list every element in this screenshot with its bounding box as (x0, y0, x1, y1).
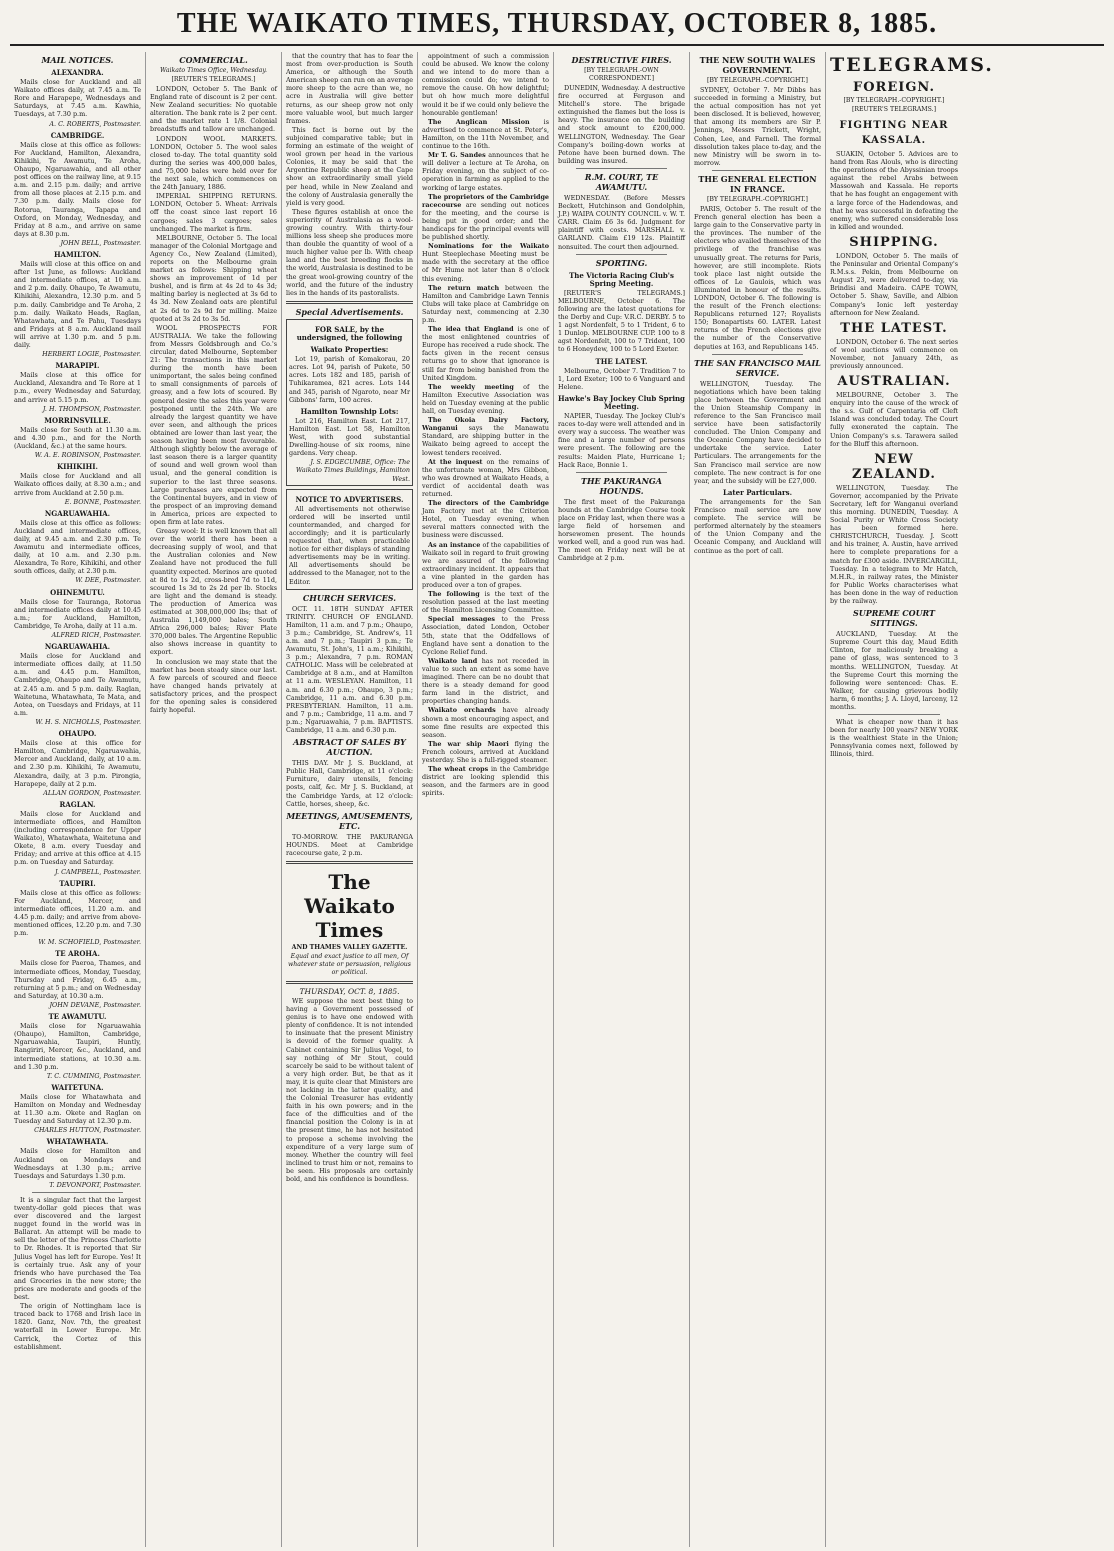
news-item-text: Jam Factory met at the Criterion Hotel, on Tuesday evening, when several matters connected with the business were discussed. (422, 507, 549, 540)
latest-text: LONDON, October 6. The next series of wool auctions will commence on November, not January 24th, as previously announced. (830, 337, 958, 370)
commercial-paragraph: IMPERIAL SHIPPING RETURNS. LONDON, October 5. Wheat: Arrivals off the coast since last report 16 cargoes; sales 3 cargoes; sales unchanged. The market is firm. (150, 192, 277, 233)
mail-section-signature: T. DEVONPORT, Postmaster. (49, 1180, 141, 1189)
paper-subtitle: AND THAMES VALLEY GAZETTE. (291, 943, 408, 951)
local-paragraphs (422, 52, 549, 117)
sale-subtitle: Waikato Properties: (310, 345, 389, 355)
mail-section-signature: JOHN DEVANE, Postmaster. (49, 1000, 141, 1009)
divider (32, 1192, 123, 1193)
local-paragraph: appointment of such a commission could be abused. We know the colony and we intend to do more than a commission could do; we intend to remove the cause. Oh how delightful; but oh how much more delightful would it be if we could only believe the honourable gentleman! (422, 52, 549, 117)
mail-section-signature: W. DEE, Postmaster. (75, 576, 141, 585)
mail-section-signature: T. C. CUMMING, Postmaster. (46, 1071, 141, 1080)
column-editorial (282, 52, 418, 1547)
column-fires-sport (554, 52, 690, 1547)
divider (286, 981, 413, 984)
sale-signature: J. S. EDGECUMBE, Office: The Waikato Times Buildings, Hamilton West. (295, 458, 410, 483)
church-heading: CHURCH SERVICES. (302, 592, 397, 603)
news-item (422, 590, 549, 614)
mail-section-title: ALEXANDRA. (51, 68, 104, 77)
mail-section-text: Mails close at this office as follows: Auckland and intermediate offices, daily, at 9.45 a.m. and 2.30 p.m. Te Awamutu and intermediate offices, daily, at 10 a.m. and 2.30 p.m. Alexandra, Te Rore, Kihikihi, and other south offices, daily, at 2.30 p.m. (14, 518, 141, 576)
sporting-latest-heading: THE LATEST. (595, 356, 648, 366)
hawkes-bay-text: NAPIER, Tuesday. The Jockey Club's races to-day were well attended and in every way a success. The weather was fine and a large number of persons were present. The following are the results: Maiden Plate, Hurricane 1; Hack Race, Bonnie 1. (558, 412, 685, 469)
news-item (422, 242, 549, 282)
divider (286, 301, 413, 304)
news-item (422, 499, 549, 539)
editorial-text: WE suppose the next best thing to having a Government possessed of genius is to have one endowed with plenty of confidence. It is not intended to insinuate that the present Ministry is devoid of the former quality. A Cabinet containing Sir Julius Vogel, to say nothing of Mr Stout, could scarcely be said to be without talent of a very high order. But, be that as it may, it is quite clear that Ministers are not lacking in the latter quality, and the Colonial Treasurer has evidently faith in his own powers; and in the face of the difficulties and of the financial position the Colony is in at the present time, he has not hesitated to propose a scheme involving the expenditure of a very large sum of money. Whether the country will feel inclined to trust him or not, remains to be seen. His proposals are certainly bold, and his confidence is boundless. (286, 996, 413, 1184)
notice-advertisement (286, 489, 413, 590)
news-item-head: At the inquest (428, 457, 483, 466)
mail-section-text: Mails close at this office as follows: For Auckland, Mercer, and intermediate offices, 11.20 a.m. and 4.45 p.m. daily; and arrive from above-mentioned offices, 12.20 p.m. and 7.30 p.m. (14, 888, 141, 938)
sale-advertisement (286, 319, 413, 486)
mail-section-text: Mails close for Auckland and intermediate offices, and Hamilton (including correspondence for Upper Waikato), Whatawhata, Waitetuna and Okete, 8 a.m. every Tuesday and Friday; and arrive at this office at 4.15 p.m. on Tuesday and Saturday. (14, 809, 141, 867)
sale-title: FOR SALE, by the undersigned, the following (296, 324, 403, 342)
mail-section-title: TAUPIRI. (59, 878, 96, 888)
mail-section-text: Mails close for Whatawhata and Hamilton on Monday and Wednesday at 11.30 a.m. Okete and Raglan on Tuesday and Saturday at 12.30 p.m. (14, 1092, 141, 1126)
news-item-head: The following (428, 590, 480, 599)
mail-section-text: Mails close for Tauranga, Rotorua and intermediate offices daily at 10.45 a.m.; for Auckland, Hamilton, Cambridge, Te Aroha, daily at 11 a.m. (14, 597, 141, 630)
news-item-text: in the Cambridge district are looking splendid this season, and the farmers are in good spirits. (422, 765, 549, 798)
mail-section-title: TE AROHA. (55, 949, 100, 959)
column-nsw-france (690, 52, 826, 1547)
news-item-head: The Okoia Dairy Factory, Wanganui (422, 416, 549, 433)
news-item-text: are sending out notices for the meeting, and the course is being put in good order; and the handicaps for the principal events will be published shortly. (422, 200, 549, 242)
mail-section-text: Mails close for Auckland and intermediate offices daily, at 11.50 a.m. and 4.45 p.m. Hamilton, Cambridge, Ohaupo and Te Awamutu, at 2.45 a.m. and 5 p.m. daily. Raglan, Waitetuna, Whatawhata, Te Mata, and Aotea, on Tuesdays and Fridays, at 11 a.m. (14, 652, 141, 717)
news-item (422, 657, 549, 706)
news-item-head: The war ship Maori (428, 739, 509, 748)
mail-section-signature: HERBERT LOGIE, Postmaster. (42, 350, 141, 359)
commercial-heading: COMMERCIAL. (179, 55, 248, 65)
mail-section-signature: A. C. ROBERTS, Postmaster. (49, 119, 141, 128)
masthead-title: THE WAIKATO TIMES, THURSDAY, OCTOBER 8, 1885. (176, 8, 938, 39)
france-text: PARIS, October 5. The result of the French general election has been a large gain to the Conservative party in the provinces. The number of the electors who availed themselves of the privilege of the franchise was unusually great. The returns for Paris, however, are still incomplete. Riots took place last night outside the offices of Le Gaulois, which was illuminated in honour of the results. LONDON, October 6. The following is the result of the French elections: Republicans returned 127; Royalists 150; Bonapartists 60. LATER. Latest returns of the French elections give the number of the Conservative deputies at 163, and Republicans 145. (694, 204, 821, 351)
news-item (422, 118, 549, 150)
pakuranga-heading: THE PAKURANGA HOUNDS. (581, 475, 662, 496)
latest-heading: THE LATEST. (840, 320, 948, 336)
wool-paragraph: This fact is borne out by the subjoined comparative table; but in forming an estimate of the weight of wool grown per head in the various Colonies, it may be said that the Argentine Republic sheep at the Cape show an extraordinarily small yield per head, while in New Zealand and the colony of Australasia generally the yield is very good. (286, 125, 413, 207)
news-item (422, 284, 549, 324)
news-item-head: The return match (428, 283, 500, 292)
wool-paragraphs (286, 52, 413, 297)
mail-section-title: HAMILTON. (53, 249, 102, 259)
commercial-paragraph: Greasy wool: It is well known that all over the world there has been a decreasing supply of wool, and that the Australian colonies and New Zealand have not produced the full quantity expected. Merinos are quoted at 8d to 1s 2d, cross-bred 7d to 11d, scoured 1s 3d to 2s 2d per lb. Stocks are light and the demand is steady. The production of America was estimated at 308,000,000 lbs; that of Australia 1,149,000 bales; South Africa 296,000 bales; River Plate 370,000 bales. The Argentine Republic also shows increase in quantity to export. (150, 527, 277, 657)
supreme-court-text: AUCKLAND, Tuesday. At the Supreme Court this day, Maud Edith Clinton, for maliciously breaking a pane of glass, was sentenced to 3 months. WELLINGTON, Tuesday. At the Supreme Court this morning the following were sentenced: Chas. E. Walker, for causing grievous bodily harm, 6 months; J. A. Lloyd, larceny, 12 months. (830, 630, 958, 711)
later-text: The arrangements for the San Francisco mail service are now complete. The service will be performed alternately by the steamers of the Union Company and the Oceanic Company, and Auckland will continue as the port of call. (694, 497, 821, 555)
shipping-heading: SHIPPING. (849, 234, 939, 250)
news-item-head: Mr T. G. Sandes (428, 151, 486, 160)
mail-section-signature: ALLAN GORDON, Postmaster. (43, 788, 141, 797)
commercial-paragraph: WOOL PROSPECTS FOR AUSTRALIA. We take the following from Messrs Goldsbrough and Co.'s circular, dated Melbourne, September 21: The transactions in this market during the month have been unimportant, the sales being confined to small consignments of parcels of greasy, and a few lots of scoured. By general desire the sales this year were postponed until the 24th. We are already the largest quantity we have ever seen, and although the prices obtained are lower than last year, the season having been most favourable. Although slightly below the average of last season there is a larger quantity of sound and well grown wool than usual, and the general condition is superior to the last three seasons. Large purchases are expected from the Continental buyers, and in view of the prospect of an improving demand in America, prices are expected to open firm at late rates. (150, 323, 277, 526)
divider (576, 168, 667, 169)
news-item (422, 615, 549, 655)
meetings-heading: MEETINGS, AMUSEMENTS, ETC. (286, 810, 413, 831)
news-item-head: The directors of the Cambridge (428, 499, 549, 508)
news-item-head: As an instance (428, 540, 481, 549)
sporting-latest-text: Melbourne, October 7. Tradition 7 to 1, Lord Exeter; 100 to 6 Vanguard and Helene. (558, 366, 685, 391)
mail-section-title: RAGLAN. (59, 799, 96, 809)
sale-text: Lot 19, parish of Komakorau, 20 acres. Lot 94, parish of Pukete, 50 acres. Lots 182 and 185, parish of Tuhikaramea, 821 acres. Lots 144 and 345, parish of Ngaroto, near Mr Gibbons' farm, 100 acres. (289, 355, 410, 404)
church-text: OCT. 11. 18TH SUNDAY AFTER TRINITY. CHURCH OF ENGLAND. Hamilton, 11 a.m. and 7 p.m.; Ohaupo, 3 p.m.; Cambridge, St. Andrew's, 11 a.m. and 7 p.m.; Taupiri 3 p.m.; Te Awamutu, St. John's, 11 a.m.; Kihikihi, 3 p.m.; Alexandra, 7 p.m. ROMAN CATHOLIC. Mass will be celebrated at Cambridge at 8 a.m., and at Hamilton at 11 a.m. WESLEYAN. Hamilton, 11 a.m. and 6.30 p.m.; Ohaupo, 3 p.m.; Cambridge, 11 a.m. and 6.30 p.m. PRESBYTERIAN. Hamilton, 11 a.m. and 7 p.m.; Cambridge, 11 a.m. and 7 p.m.; Ngaruawahia, 7 p.m. BAPTISTS. Cambridge, 11 a.m. and 6.30 p.m. (286, 604, 413, 735)
misc-paragraph-2: The origin of Nottingham lace is traced back to 1768 and Irish lace in 1820. Ganz, Nov. 7th, the greatest waterfall in Lower Europe. Mr. Carrick, the Cortez of this establishment. (14, 1302, 141, 1351)
columns (10, 52, 1104, 1547)
news-item-head: Nominations for the Waikato (428, 242, 549, 251)
mail-section-title: OHINEMUTU. (50, 587, 105, 597)
news-item-text: is the text of the resolution passed at the last meeting of the Hamilton Licensing Committee. (422, 590, 549, 615)
france-sub: [BY TELEGRAPH.-COPYRIGHT.] (707, 195, 808, 203)
france-heading: THE GENERAL ELECTION IN FRANCE. (698, 173, 817, 194)
column-commercial (146, 52, 282, 1547)
news-item-head: Waikato orchards (428, 706, 496, 715)
australian-heading: AUSTRALIAN. (837, 374, 951, 390)
news-item (422, 706, 549, 738)
mail-section-signature: W. H. S. NICHOLLS, Postmaster. (35, 717, 141, 726)
paper-motto: Equal and exact justice to all men, Of whatever state or persuasion, religious or political. (288, 952, 411, 976)
mail-section-signature: W. M. SCHOFIELD, Postmaster. (38, 938, 141, 947)
news-item-head: Special messages (428, 615, 495, 624)
fires-text: DUNEDIN, Wednesday. A destructive fire occurred at Ferguson and Mitchell's store. The brigade extinguished the flames but the loss is heavy. The insurance on the building and stock amount to £200,000. WELLINGTON, Wednesday. The Gear Company's boiling-down works at Petone have been burned down. The building was insured. (558, 84, 685, 165)
news-item-text: have already shown a most encouraging aspect, and some fine results are expected this season. (422, 706, 549, 739)
fighting-heading: FIGHTING NEAR KASSALA. (839, 120, 949, 146)
mail-section-title: WHATAWHATA. (46, 1137, 109, 1147)
court-heading: R.M. COURT, TE AWAMUTU. (584, 171, 659, 192)
san-francisco-text: WELLINGTON, Tuesday. The negotiations which have been taking place between the Government and the Union Steamship Company in reference to the San Francisco mail service have been satisfactorily concluded. The Union Company and the Oceanic Company have decided to undertake the service. Later Particulars. The arrangements for the San Francisco mail service are now complete. The new contract is for one year, and the subsidy will be £27,000. (694, 379, 821, 485)
news-item-text: is advertised to commence at St. Peter's, Hamilton, on the 11th November, and continue to the 16th. (422, 117, 549, 151)
mail-section-title: MARAPIPI. (55, 361, 100, 371)
news-item-head: The idea that England (428, 325, 514, 334)
news-item-head: Waikato land (428, 656, 478, 665)
news-item (422, 541, 549, 590)
mail-section-signature: E. BONNE, Postmaster. (64, 497, 141, 506)
mail-section-signature: J. CAMPBELL, Postmaster. (54, 867, 141, 876)
new-zealand-heading: NEW ZEALAND. (852, 451, 936, 482)
news-item-text: announces that he will deliver a lecture at Te Aroha, on Friday evening, on the subject of co-operation in farming as applied to the working of large estates. (422, 151, 549, 192)
later-heading: Later Particulars. (722, 487, 793, 497)
mail-section-title: NGARUAWAHIA. (44, 642, 111, 652)
telegrams-heading: TELEGRAMS. (830, 54, 994, 76)
sporting-heading: SPORTING. (595, 257, 648, 268)
nsw-heading: THE NEW SOUTH WALES GOVERNMENT. (699, 55, 816, 75)
news-item-text: to the Press Association, dated London, October 5th, state that the Oddfellows of England have sent a donation to the Cyclone Relief fund. (422, 615, 549, 656)
fighting-text: SUAKIN, October 5. Advices are to hand from Ras Alouls, who is directing the operations of the Abyssinian troops against the rebel Arabs between Massowah and Kassala. He reports that he has fought an engagement with a large force of the Hadendowas, and that he was successful in defeating the enemy, who suffered considerable loss in killed and wounded. (830, 150, 958, 231)
mail-section-text: Mails close for Auckland and all Waikato offices daily, at 8.30 a.m.; and arrive from Auckland at 2.50 p.m. (14, 472, 141, 497)
news-item-head: The wheat crops (428, 765, 489, 774)
commercial-paragraph: LONDON WOOL MARKETS. LONDON, October 5. The wool sales closed to-day. The total quantity sold during the series was 400,000 bales, and 75,000 bales were held over for the next sale, which commences on the 24th January, 1886. (150, 134, 277, 192)
news-item-text: has not receded in value to such an extent as some have imagined. There can be no doubt that there is a steady demand for good farm land in the district, and properties changing hands. (422, 656, 549, 706)
mail-section-text: Mails will close at this office on and after 1st June, as follows: Auckland and intermediate offices, at 10 a.m. and 2 p.m. daily. Ohaupo, Te Awamutu, Kihikihi, Alexandra, 12.30 p.m. and 5 p.m. daily. Cambridge and Te Aroha, 2 p.m. daily. Waikato Heads, Raglan, Whatawhata, and Te Pahu, Tuesdays and Fridays at 8 a.m. Auckland mail will arrive at 1.30 p.m. and 5 p.m. daily. (14, 260, 141, 349)
new-zealand-text: WELLINGTON, Tuesday. The Governor, accompanied by the Private Secretary, left for Wanganui overland this morning. DUNEDIN, Tuesday. A Social Purity or White Cross Society has been formed here. CHRISTCHURCH, Tuesday. J. Scott and his trainer, A. Austin, have arrived here to complete preparations for a match for £300 aside. INVERCARGILL, Tuesday. In a telegram to Mr Hatch, M.H.R., in railway rates, the Minister for Public Works characterises what has been done in the way of reduction by the railway. (830, 483, 958, 606)
mail-section-text: Mails close for Auckland and all Waikato offices daily, at 7.45 a.m. Te Rore and Harapepe, Wednesdays and Saturdays, at 7.45 a.m. Kawhia, Tuesdays, at 7.30 p.m. (14, 78, 141, 119)
commercial-sub: [REUTER'S TELEGRAMS.] (171, 76, 256, 83)
misc-paragraph: It is a singular fact that the largest twenty-dollar gold pieces that was ever discovered and the largest nugget found in the world was in Ballarat. An attempt will be made to sell the letter of the Princess Charlotte to Dr. Rhodes. It is reported that Sir Julius Vogel has left for Europe. Yes! It is certainly true. Ask any of your friends who have purchased the Tea and Groceries in the new store; the prices are moderate and goods of the best. (14, 1195, 141, 1302)
news-item (422, 740, 549, 764)
column-local-news (418, 52, 554, 1547)
wool-paragraph: These figures establish at once the superiority of Australasia as a wool-growing country. With thirty-four millions less sheep she produces more than double the quantity of wool of a much higher value per lb. With cheap land and the best breeding flocks in the world, Australasia is destined to be the great wool-growing country of the world, and the future of the industry lies in the hands of its pastoralists. (286, 207, 413, 297)
australian-text: MELBOURNE, October 3. The enquiry into the cause of the wreck of the s.s. Gulf of Carpentaria off Cleft Island was concluded today. The Court fully exonerated the captain. The Union Company's s.s. Tarawera sailed for the Bluff this afternoon. (830, 391, 958, 448)
mail-section-signature: JOHN BELL, Postmaster. (60, 238, 141, 247)
mail-section-text: Mails close at this office for Auckland, Alexandra and Te Rore at 1 p.m., every Wednesday and Saturday, and arrive at 5.15 p.m. (14, 371, 141, 404)
court-text: WEDNESDAY. (Before Messrs Beckett, Hutchinson and Gondolphin, J.P.) WAIPA COUNTY COUNCIL v. W. T. CARR. Claim £6 3s 6d. Judgment for plaintiff with costs. MARSHALL v. GARLAND. Claim £19 12s. Plaintiff nonsuited. The court then adjourned. (558, 193, 685, 251)
news-item-head: The Anglican Mission (428, 117, 530, 126)
hawkes-bay-title: Hawke's Bay Jockey Club Spring Meeting. (558, 393, 685, 411)
masthead (10, 8, 1104, 46)
news-item (422, 765, 549, 797)
nsw-text: SYDNEY, October 7. Mr Dibbs has succeeded in forming a Ministry, but the actual composition has not yet been disclosed. It is believed, however, that among its members are Sir P. Jennings, Messrs Trickett, Wright, Cohen, Lee, and Farnell. The formal dissolution takes place to-day, and the new Ministry will be sworn in to-morrow. (694, 86, 821, 167)
news-item-text: on the remains of the unfortunate woman, Mrs Gibbon, who was drowned at Waikato Heads, a verdict of accidental death was returned. (422, 457, 549, 498)
mail-section-title: KIHIKIHI. (57, 462, 98, 472)
mail-sections (14, 69, 141, 1189)
news-item (422, 151, 549, 191)
mail-section-text: Mails close for Hamilton and Auckland on Mondays and Wednesdays at 1.30 p.m.; arrive Tuesdays and Saturdays 1.30 p.m. (14, 1147, 141, 1180)
commercial-paragraphs (150, 85, 277, 714)
paper-title: The Waikato Times (304, 869, 395, 942)
supreme-court-heading: SUPREME COURT SITTINGS. (852, 608, 936, 629)
nsw-sub: [BY TELEGRAPH.-COPYRIGHT.] (707, 77, 808, 84)
mail-section-text: Mails close at this office for Hamilton, Cambridge, Ngaruawahia, Mercer and Auckland, daily, at 10 a.m. and 2.30 p.m. Kihikihi, Te Awamutu, Alexandra, daily, at 3 p.m. Pirongia, Harapepe, daily at 2 p.m. (14, 739, 141, 788)
notice-text: All advertisements not otherwise ordered will be inserted until countermanded, and charged for accordingly; and it is particularly requested that, when practicable notice for either displays of standing advertisements may be in writing. All advertisements should be addressed to the Manager, not to the Editor. (289, 504, 410, 586)
divider (286, 861, 413, 864)
divider (576, 472, 667, 473)
mail-section-title: OHAUPO. (58, 729, 97, 739)
sporting-text: [REUTER'S TELEGRAMS.] MELBOURNE, October 6. The following are the latest quotations for the Derby and Cup: V.R.C. DERBY. 5 to 1 agst Nordenfelt, 5 to 1 Trident, 6 to 1 Dunlop. MELBOURNE CUP. 100 to 8 agst Nordenfelt, 100 to 7 Trident, 100 to 6 Honeydew, 100 to 5 Lord Exeter. (558, 288, 685, 354)
notice-title: NOTICE TO ADVERTISERS. (295, 494, 404, 504)
foreign-sub-2: [REUTER'S TELEGRAMS.] (851, 106, 937, 113)
pakuranga-text: The first meet of the Pakuranga hounds at the Cambridge Course took place on Friday last, when there was a large field of horsemen and horsewomen present. The hounds worked well, and a good run was had. The meet on Friday next will be at Cambridge at 2 p.m. (558, 497, 685, 563)
hamilton-text: Lot 216, Hamilton East. Lot 217, Hamilton East. Lot 58, Hamilton West, with good substantial Dwelling-house of six rooms, nine gardens. Very cheap. (289, 416, 410, 458)
closing-text: What is cheaper now than it has been for nearly 100 years? NEW YORK is the wealthiest State in the Union; Pennsylvania comes next, followed by Illinois, third. (830, 718, 958, 759)
mail-section-title: NGARUAWAHIA. (44, 508, 111, 518)
commercial-paragraph: MELBOURNE, October 5. The local manager of the Colonial Mortgage and Agency Co., New Zealand (Limited), reports on the Melbourne grain market as follows: Shipping wheat shows an improvement of 1d per bushel, and is firm at 4s 2d to 4s 3d; malting barley is neglected at 3s 6d to 4s 3d. New Zealand oats are plentiful at 2s 6d to 2s 9d for milling. Maize quoted at 3s 2d to 3s 5d. (150, 233, 277, 323)
news-item (422, 193, 549, 242)
mail-section-title: CAMBRIDGE. (50, 130, 105, 140)
divider (576, 254, 667, 255)
mail-section-signature: CHARLES HUTTON, Postmaster. (34, 1126, 141, 1135)
news-item-text: flying the French colours, arrived at Auckland yesterday. She is a full-rigged steamer. (422, 739, 549, 764)
news-item (422, 458, 549, 498)
mail-notices-heading: MAIL NOTICES. (41, 55, 114, 65)
news-item (422, 325, 549, 382)
special-ads-heading: Special Advertisements. (295, 306, 404, 317)
shipping-text: LONDON, October 5. The mails of the Peninsular and Oriental Company's R.M.s.s. Pekin, from Melbourne on August 23, were delivered to-day, via Brindisi and Madeira. CAPE TOWN, October 5. Shaw, Saville, and Albion Company's Ionic left yesterday afternoon for New Zealand. (830, 251, 958, 317)
sporting-title: The Victoria Racing Club's Spring Meeting. (569, 270, 674, 288)
fires-sub: [BY TELEGRAPH.-OWN CORRESPONDENT.] (584, 67, 659, 82)
mail-section-signature: ALFRED RICH, Postmaster. (51, 631, 141, 639)
divider (848, 714, 940, 715)
foreign-heading: FOREIGN. (852, 80, 936, 95)
column-telegrams (826, 52, 994, 1547)
news-item-text: between the Hamilton and Cambridge Lawn Tennis Clubs will take place at Cambridge on Saturday next, commencing at 2.30 p.m. (422, 283, 549, 324)
mail-section-title: TE AWAMUTU. (48, 1012, 107, 1022)
commercial-paragraph: In conclusion we may state that the market has been steady since our last. A few parcels of scoured and fleece have changed hands privately at satisfactory prices, and the prospect for the opening sales is considered fairly hopeful. (150, 657, 277, 715)
mail-section-signature: W. A. E. ROBINSON, Postmaster. (34, 451, 141, 460)
mail-section-title: WAITETUNA. (51, 1082, 104, 1092)
commercial-dateline: Waikato Times Office, Wednesday. (160, 67, 267, 74)
news-item-text: of the capabilities of Waikato soil in regard to fruit growing we are assured of the following extraordinary incident. It appears that a vine planted in the garden has produced over a ton of grapes. (422, 540, 549, 589)
fires-heading: DESTRUCTIVE FIRES. (571, 55, 672, 65)
mail-section-text: Mails close at this office as follows: For Auckland, Hamilton, Alexandra, Kihikihi, Te Awamutu, Te Aroha, Ohaupo, Ngaruawahia, and all other post offices on the railway line, at 9.15 a.m. and 2.15 p.m. daily; and arrive from all those places at 2.15 p.m. and 7.30 p.m. daily. Mails close for Rotorua, Tauranga, Tapapa and Oxford, on Monday, Wednesday, and Friday at 8 a.m., and arrive on same days at 8.30 p.m. (14, 140, 141, 238)
mail-section-text: Mails close for Paeroa, Thames, and intermediate offices, Monday, Tuesday, Thursday and Friday, 6.45 a.m., returning at 5 p.m.; and on Wednesday and Saturday, at 10.30 a.m. (14, 959, 141, 1000)
hamilton-title: Hamilton Township Lots: (300, 406, 399, 416)
mail-section-text: Mails close for South at 11.30 a.m. and 4.30 p.m., and for the North (Auckland, &c.) at the same hours. (14, 425, 141, 451)
news-item (422, 416, 549, 456)
divider (712, 170, 803, 171)
news-item-text: is one of the most enlightened countries of Europe has received a rude shock. The facts given in the recent census returns go to show that ignorance is still far from being banished from the United Kingdom. (422, 325, 549, 382)
mail-section-title: MORRINSVILLE. (44, 415, 111, 425)
divider (712, 354, 803, 355)
auction-heading: ABSTRACT OF SALES BY AUCTION. (293, 737, 406, 758)
wool-paragraph: that the country that has to fear the most from over-production is South America, or although the South American sheep can run on an average more sheep to the acre than we, no acre in Australia will give better returns, as our sheep grow not only more valuable wool, but much larger frames. (286, 52, 413, 125)
news-item (422, 383, 549, 415)
mail-section-signature: J. H. THOMPSON, Postmaster. (42, 404, 141, 413)
column-mail-notices (10, 52, 146, 1547)
news-item-text: Hunt Steeplechase Meeting must be made with the secretary at the office of Mr Hume not later than 8 o'clock this evening. (422, 250, 549, 283)
news-item-text: of the Hamilton Executive Association was held on Tuesday evening at the public hall, on Tuesday evening. (422, 382, 549, 416)
commercial-paragraph: LONDON, October 5. The Bank of England rate of discount is 2 per cent. New Zealand securities: No quotable alteration. The bank rate is 2 per cent. and the market rate 1 1/8. Colonial breadstuffs and tallow are unchanged. (150, 85, 277, 134)
meetings-text: TO-MORROW. THE PAKURANGA HOUNDS. Meet at Cambridge racecourse gate, 2 p.m. (286, 832, 413, 857)
news-item-head: The weekly meeting (428, 382, 514, 391)
local-news-items (422, 118, 549, 798)
news-item-head: The proprietors of the Cambridge racecourse (422, 192, 549, 209)
foreign-sub: [BY TELEGRAPH.-COPYRIGHT.] (843, 97, 945, 104)
san-francisco-heading: THE SAN FRANCISCO MAIL SERVICE. (694, 357, 821, 378)
mail-section-text: Mails close for Ngaruawahia (Ohaupo), Hamilton, Cambridge, Ngaruawahia, Taupiri, Huntly, Rangiriri, Mercer, &c., Auckland, and intermediate stations, at 10.30 a.m. and 1.30 p.m. (14, 1022, 141, 1071)
news-item-text: says the Manawatu Standard, are shipping butter in the Waikato being agreed to accept the lowest tenders received. (422, 424, 549, 457)
auction-text: THIS DAY. Mr J. S. Buckland, at Public Hall, Cambridge, at 11 o'clock: Furniture, dairy utensils, fencing posts, calf, &c. Mr J. S. Buckland, at the Cambridge Yards, at 12 o'clock: Cattle, horses, sheep, &c. (286, 759, 413, 808)
paper-date: THURSDAY, OCT. 8, 1885. (299, 986, 400, 996)
